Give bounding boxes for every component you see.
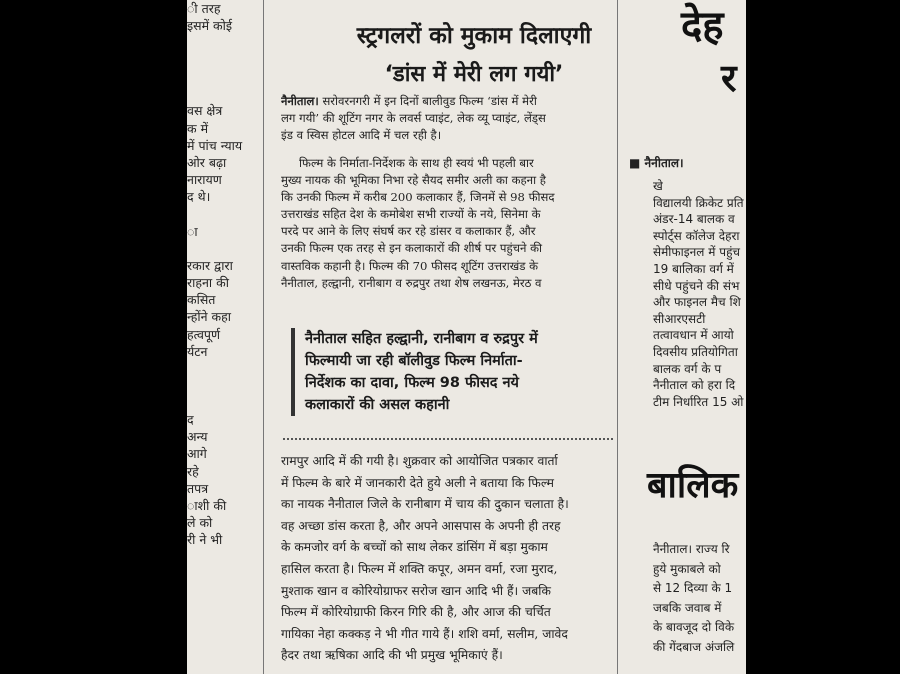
pullquote-line: नैनीताल सहित हल्द्वानी, रानीबाग व रुद्रपुर में xyxy=(305,331,538,347)
rightLines1-line: 19 बालिका वर्ग में xyxy=(653,261,734,276)
paragraph-1-line: सरोवरनगरी में इन दिनों बालीवुड फिल्म ‘डांस में मेरी xyxy=(322,94,537,108)
rightLines2-line: हुये मुकाबले को xyxy=(653,561,721,576)
leftCol-line: ा xyxy=(187,223,198,239)
para2-line: उनकी फिल्म एक तरह से इन कलाकारों की शीर्ष पर पहुंचने की xyxy=(281,241,543,256)
rightLines1-line: सीआरएसटी xyxy=(653,311,706,326)
leftCol-line xyxy=(187,68,259,85)
headline-line-1: स्ट्रगलरों को मुकाम दिलाएगी xyxy=(356,23,592,49)
para2-line: नैनीताल, हल्द्वानी, रानीबाग व रुद्रपुर तथा शेष लखनऊ, मेरठ व xyxy=(281,275,542,290)
column-divider-left xyxy=(263,0,264,674)
pullquote-line: कलाकारों की असल कहानी xyxy=(305,397,450,413)
leftCol-line: ाशी की xyxy=(187,498,227,514)
para2-line: परदे पर आने के लिए संघर्ष कर रहे डांसर व कलाकार हैं, और xyxy=(281,224,536,239)
pullquote-line: निर्देशक का दावा, फिल्म 98 फीसद नये xyxy=(305,375,519,391)
leftCol-line: न्होंने कहा xyxy=(187,309,231,325)
rightLines1-line: दिवसीय प्रतियोगिता xyxy=(653,344,738,359)
para2-line: उत्तराखंड सहित देश के कमोबेश सभी राज्यों के नये, सिनेमा के xyxy=(281,207,541,222)
rightLines2-line: से 12 दिव्या के 1 xyxy=(653,581,733,595)
rightLines1-line: विद्यालयी क्रिकेट प्रति xyxy=(653,195,744,210)
leftCol-line: र्यटन xyxy=(187,343,208,359)
leftCol-line: आगे xyxy=(187,446,207,462)
leftCol-line xyxy=(187,206,259,223)
dotted-separator xyxy=(283,438,613,440)
leftCol-line: ी तरह xyxy=(187,1,221,16)
right-headline-bottom: बालिक xyxy=(647,465,739,506)
para2-line: वास्तविक कहानी है। फिल्म की 70 फीसद शूटिंग उत्तराखंड के xyxy=(281,258,539,273)
rightLines2-line: के बावजूद दो विके xyxy=(653,620,735,634)
rightLines1-line: सीधे पहुंचने की संभ xyxy=(653,278,740,293)
para3-line: वह अच्छा डांस करता है, और अपने आसपास के अपनी ही तरह xyxy=(281,518,561,533)
leftCol-line: इसमें कोई xyxy=(187,18,233,34)
leftCol-line: तपत्र xyxy=(187,480,209,496)
para3-line: का नायक नैनीताल जिले के रानीबाग में चाय की दुकान चलाता है। xyxy=(281,497,569,512)
leftCol-line: रहे xyxy=(187,463,199,479)
pullquote-line: फिल्मायी जा रही बॉलीवुड फिल्म निर्माता- xyxy=(305,353,523,369)
paragraph-3 xyxy=(281,451,621,667)
rightLines1-line: बालक वर्ग के प xyxy=(653,361,722,376)
left-adjacent-column xyxy=(187,0,259,674)
leftCol-line: वस क्षेत्र xyxy=(187,103,223,119)
para3-line: गायिका नेहा कक्कड़ ने भी गीत गाये हैं। शशि वर्मा, सलीम, जावेद xyxy=(281,626,568,641)
headline-line-2: ‘डांस में मेरी लग गयी’ xyxy=(384,62,564,87)
para2-line: मुख्य नायक की भूमिका निभा रहे सैयद समीर अली का कहना है xyxy=(281,173,546,188)
para3-line: मुश्ताक खान व कोरियोग्राफर सरोज खान आदि भी हैं। जबकि xyxy=(281,583,551,598)
right-body-1 xyxy=(653,178,746,410)
rightLines1-line: टीम निर्धारित 15 ओ xyxy=(653,394,744,409)
para2-line: कि उनकी फिल्म में करीब 200 कलाकार हैं, जिनमें से 98 फीसद xyxy=(281,190,555,205)
rightLines1-line: तत्वावधान में आयो xyxy=(653,328,734,343)
para3-line: फिल्म में कोरियोग्राफी किरन गिरि की है, और आज की चर्चित xyxy=(281,605,551,620)
leftCol-line: द xyxy=(187,412,194,428)
rightLines1-line: सेमीफाइनल में पहुंच xyxy=(653,245,741,260)
rightLines1-line: नैनीताल को हरा दि xyxy=(653,378,736,393)
leftCol-line xyxy=(187,240,259,257)
leftCol-line: ओर बढ़ा xyxy=(187,155,227,171)
column-divider-right xyxy=(617,0,618,674)
paragraph-2 xyxy=(281,155,621,292)
leftCol-line xyxy=(187,51,259,68)
leftCol-line: अन्य xyxy=(187,429,208,445)
para3-line: के कमजोर वर्ग के बच्चों को साथ लेकर डांसिंग में बड़ा मुकाम xyxy=(281,540,548,555)
rightLines2-line: जबकि जवाब में xyxy=(653,600,722,615)
leftCol-line: री ने भी xyxy=(187,532,223,548)
paragraph-1-line: लग गयी’ की शूटिंग नगर के लवर्स प्वाइंट, लेक व्यू प्वाइंट, लेंड्स xyxy=(281,111,546,126)
right-body-2 xyxy=(653,540,746,657)
newspaper-page xyxy=(187,0,746,674)
para3-line: हासिल करता है। फिल्म में शक्ति कपूर, अमन वर्मा, रजा मुराद, xyxy=(281,561,558,576)
paragraph-1-line: इंड व स्विस होटल आदि में चल रही है। xyxy=(281,128,442,143)
para3-line: हैदर तथा ऋषिका आदि की भी प्रमुख भूमिकाएं हैं। xyxy=(281,648,503,663)
leftCol-line: हत्वपूर्ण xyxy=(187,326,221,342)
rightLines1-line: स्पोर्ट्स कॉलेज देहरा xyxy=(653,228,740,243)
leftCol-line: क में xyxy=(187,120,209,136)
leftCol-line xyxy=(187,85,259,102)
leftCol-line xyxy=(187,34,259,51)
paragraph-1 xyxy=(281,93,621,144)
right-headline-top-2: र xyxy=(721,56,737,100)
rightLines1-line: और फाइनल मैच शि xyxy=(653,295,741,310)
leftCol-line: राहना की xyxy=(187,275,229,291)
rightLines1-line: अंडर-14 बालक व xyxy=(653,212,735,227)
right-headline-top: देह xyxy=(681,3,724,49)
right-adjacent-column xyxy=(623,0,746,674)
para2-line: फिल्म के निर्माता-निर्देशक के साथ ही स्वयं भी पहली बार xyxy=(299,156,534,170)
dateline: नैनीताल। xyxy=(281,94,319,108)
rightLines2-line: की गेंदबाज अंजलि xyxy=(653,639,735,654)
para3-line: में फिल्म के बारे में जानकारी देते हुये अली ने बताया कि फिल्म xyxy=(281,475,554,490)
leftCol-line: कसित xyxy=(187,292,216,308)
rightLines2-line: नैनीताल। राज्य रि xyxy=(653,542,730,556)
leftCol-line: रकार द्वारा xyxy=(187,257,233,273)
rightLines1-line: खे xyxy=(653,179,663,193)
leftCol-line xyxy=(187,394,259,411)
pull-quote xyxy=(291,328,627,416)
leftCol-line: में पांच न्याय xyxy=(187,137,243,153)
leftCol-line: द थे। xyxy=(187,189,211,205)
leftCol-line: नारायण xyxy=(187,172,222,188)
para3-line: रामपुर आदि में की गयी है। शुक्रवार को आयोजित पत्रकार वार्ता xyxy=(281,454,558,468)
leftCol-line xyxy=(187,360,259,377)
leftCol-line xyxy=(187,377,259,394)
right-dateline: ■ नैनीताल। xyxy=(629,156,684,170)
leftCol-line: ले को xyxy=(187,515,213,531)
